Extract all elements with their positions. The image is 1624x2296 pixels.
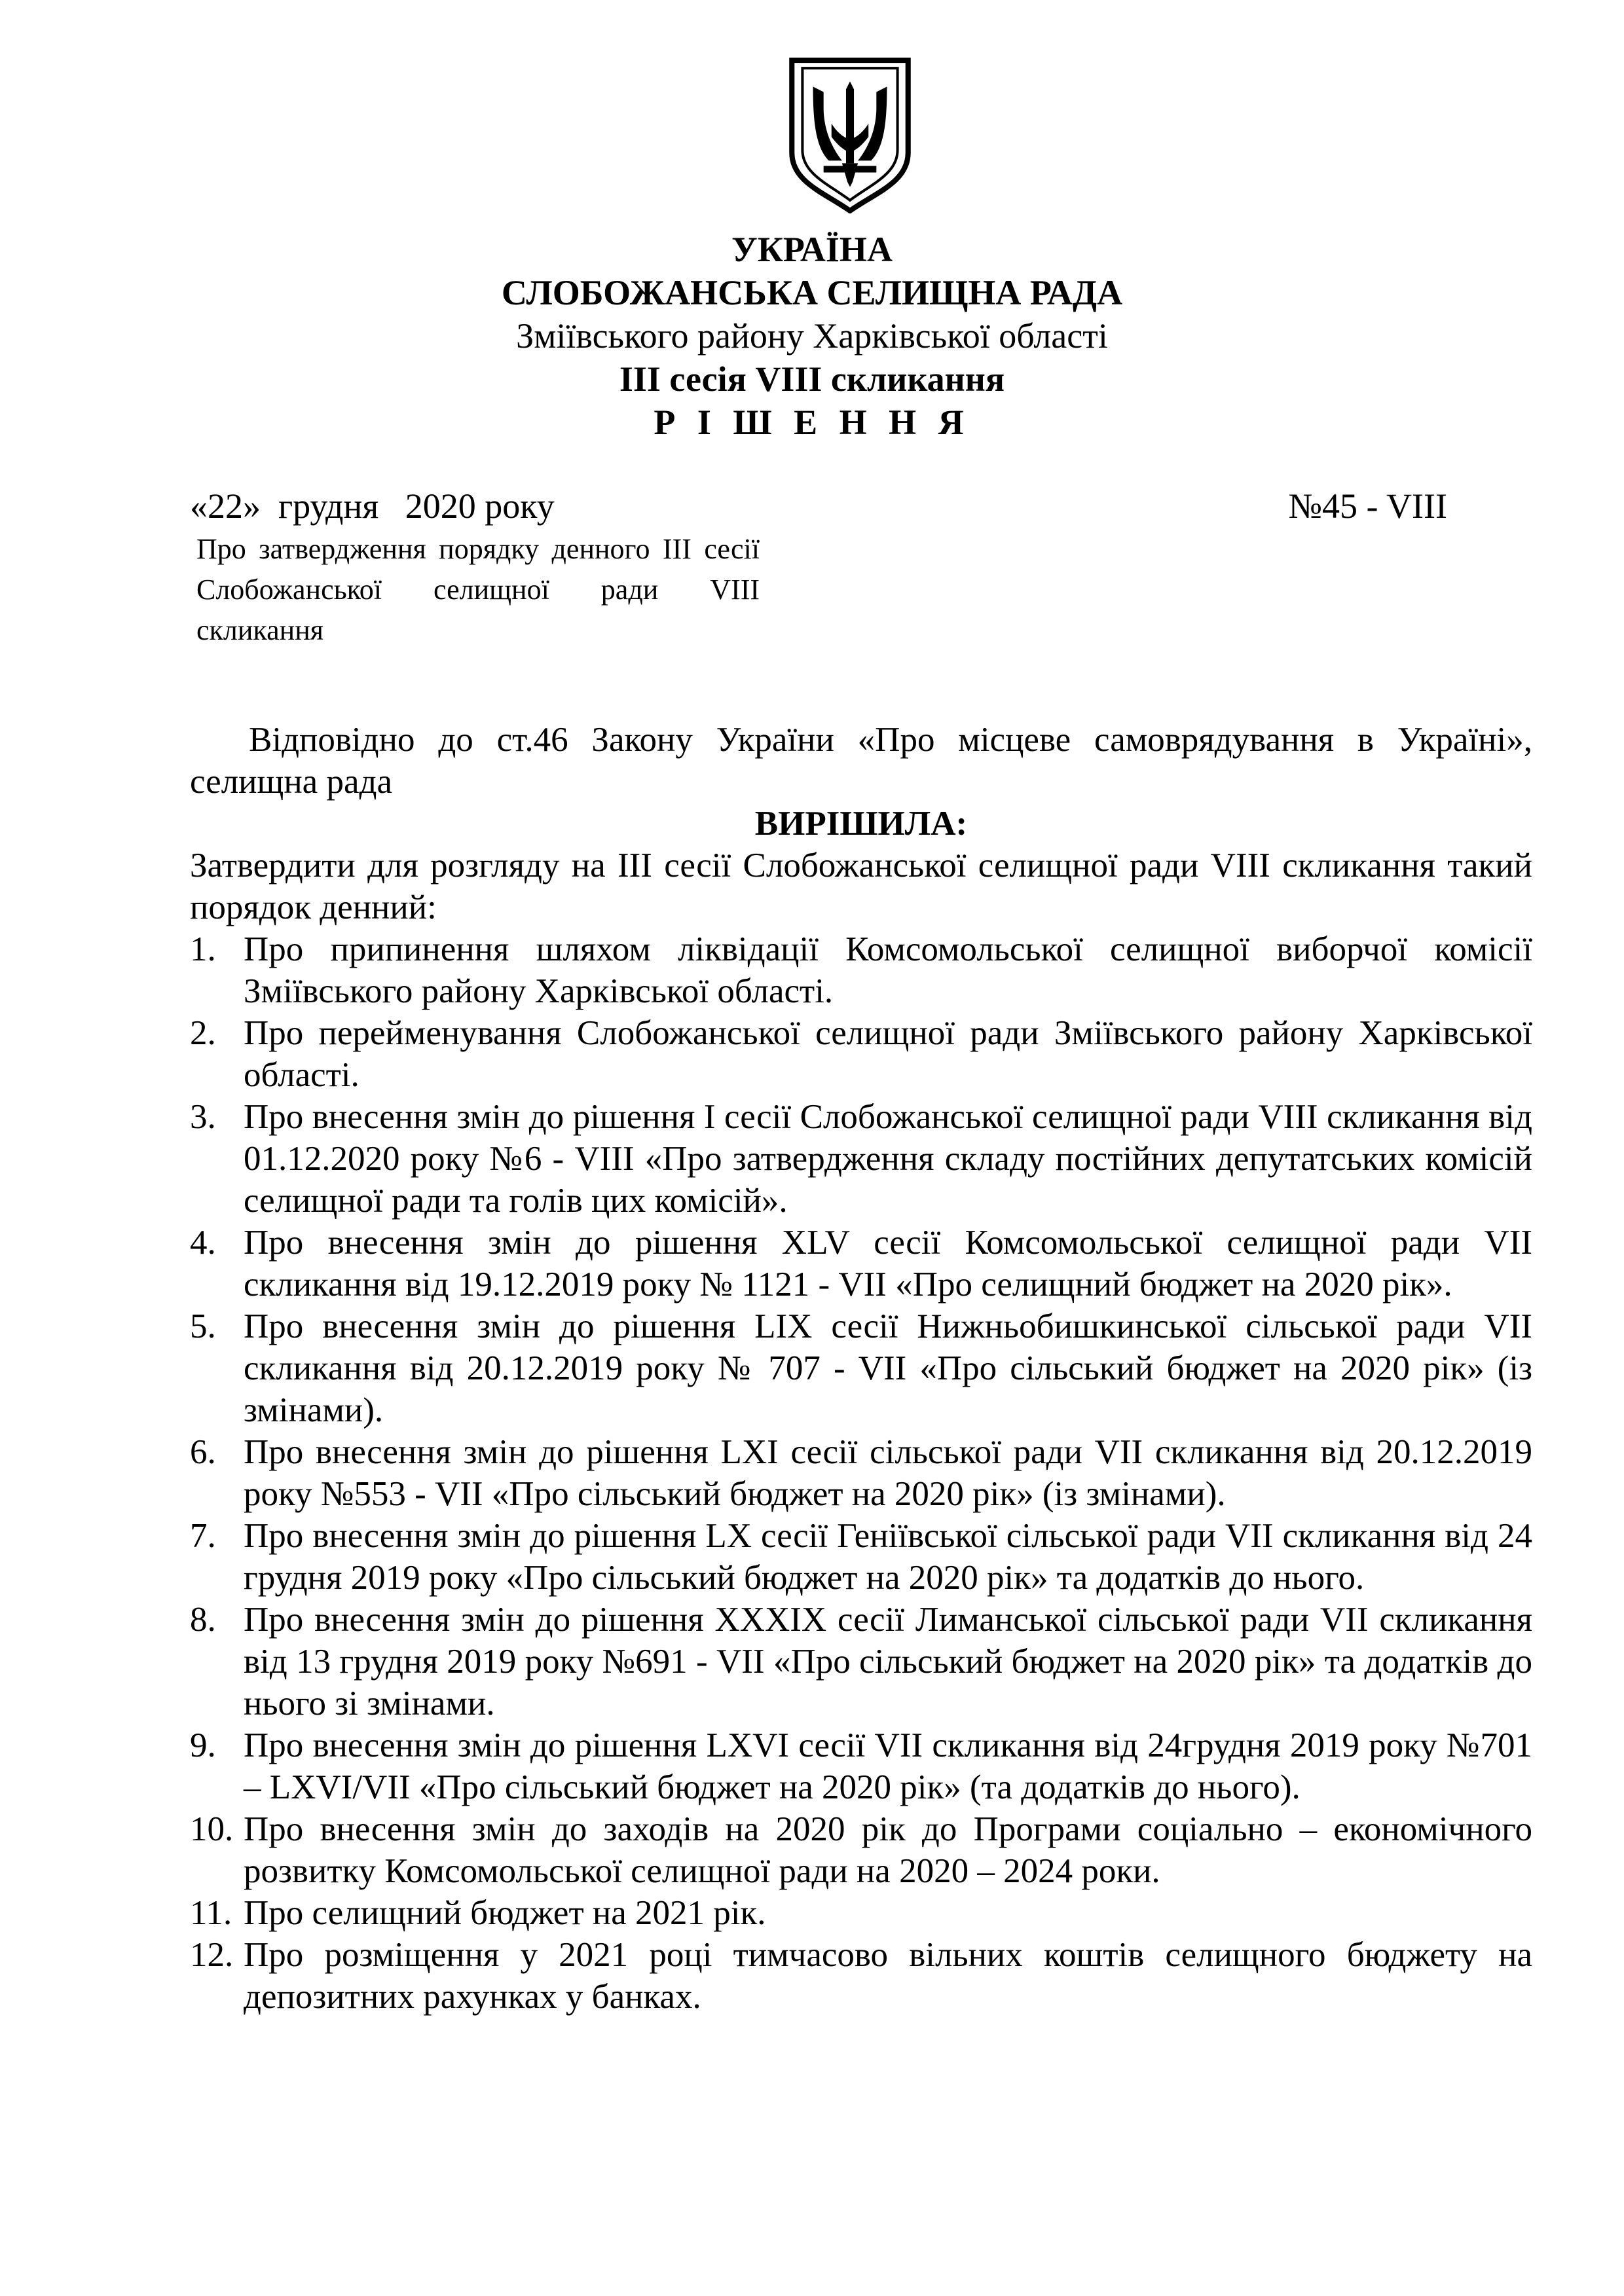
agenda-item-text: Про внесення змін до рішення LIX сесії Нижньобишкинської сільської ради VII скликання від 20.12.2019 року № 707 - VII «Про сільський бюджет на 2020 рік» (із змінами).	[244, 1307, 1532, 1429]
agenda-item-text: Про внесення змін до рішення LXVI сесії VII скликання від 24грудня 2019 року №701 – LXVI/VII «Про сільський бюджет на 2020 рік» (та додатків до нього).	[244, 1726, 1532, 1806]
agenda-item-number: 3.	[190, 1098, 216, 1136]
document-body	[190, 719, 1532, 2018]
agenda-item-number: 6.	[190, 1433, 216, 1471]
agenda-list	[190, 928, 1532, 2018]
country-title: УКРАЇНА	[731, 230, 893, 269]
agenda-item-text: Про внесення змін до рішення LX сесії Геніївської сільської ради VII скликання від 24 грудня 2019 року «Про сільський бюджет на 2020 рік» та додатків до нього.	[244, 1517, 1532, 1597]
agenda-item	[190, 1892, 1532, 1934]
resolved-heading: ВИРІШИЛА:	[754, 805, 968, 843]
agenda-item	[190, 928, 1532, 1012]
agenda-item-text: Про перейменування Слобожанської селищної ради Зміївського району Харківської області.	[244, 1014, 1532, 1094]
agenda-item-number: 8.	[190, 1601, 216, 1639]
district-subtitle: Зміївського району Харківської області	[516, 316, 1108, 355]
agenda-item-text: Про внесення змін до рішення LXI сесії сільської ради VII скликання від 20.12.2019 року №553 - VII «Про сільський бюджет на 2020 рік» (із змінами).	[244, 1433, 1532, 1513]
agenda-item	[190, 1934, 1532, 2018]
agenda-item	[190, 1515, 1532, 1599]
agenda-item-text: Про внесення змін до рішення XXXIX сесії Лиманської сільської ради VII скликання від 13 грудня 2019 року №691 - VII «Про сільський бюджет на 2020 рік» та додатків до нього зі змінами.	[244, 1601, 1532, 1722]
tryzub-coat-of-arms-icon	[783, 55, 917, 213]
agenda-item-text: Про припинення шляхом ліквідації Комсомольської селищної виборчої комісії Зміївського району Харківської області.	[244, 930, 1532, 1010]
agenda-item-number: 11.	[190, 1894, 232, 1932]
decision-number: №45 - VIII	[1288, 486, 1447, 526]
agenda-item	[190, 1724, 1532, 1808]
agenda-item-text: Про розміщення у 2021 році тимчасово вільних коштів селищного бюджету на депозитних рахунках у банках.	[244, 1936, 1532, 2016]
agenda-item	[190, 1808, 1532, 1892]
council-title: СЛОБОЖАНСЬКА СЕЛИЩНА РАДА	[501, 273, 1123, 312]
agenda-item-text: Про внесення змін до рішення XLV сесії Комсомольської селищної ради VII скликання від 19.12.2019 року № 1121 - VII «Про селищний бюджет на 2020 рік».	[244, 1224, 1532, 1303]
session-title: III сесія VIII скликання	[619, 359, 1005, 399]
agenda-item-number: 10.	[190, 1810, 234, 1848]
intro-paragraph: Відповідно до ст.46 Закону України «Про місцеве самоврядування в Україні», селищна рада	[190, 721, 1532, 801]
decision-date: «22» грудня 2020 року	[190, 486, 555, 526]
agenda-item-number: 9.	[190, 1726, 216, 1764]
agenda-item-text: Про внесення змін до рішення I сесії Слобожанської селищної ради VIII скликання від 01.12.2020 року №6 - VIII «Про затвердження складу постійних депутатських комісій селищної ради та голів цих комісій».	[244, 1098, 1532, 1220]
agenda-item-text: Про внесення змін до заходів на 2020 рік до Програми соціально – економічного розвитку Комсомольської селищної ради на 2020 – 2024 роки.	[244, 1810, 1532, 1890]
approve-paragraph: Затвердити для розгляду на III сесії Слобожанської селищної ради VIII скликання такий порядок денний:	[190, 847, 1532, 926]
document-type-title: Р І Ш Е Н Н Я	[654, 403, 970, 442]
agenda-item	[190, 1599, 1532, 1724]
agenda-item	[190, 1222, 1532, 1305]
agenda-item-number: 4.	[190, 1224, 216, 1262]
agenda-item-number: 1.	[190, 930, 216, 968]
agenda-item	[190, 1305, 1532, 1431]
agenda-item-text: Про селищний бюджет на 2021 рік.	[244, 1894, 766, 1932]
agenda-item-number: 7.	[190, 1517, 216, 1555]
decision-subject: Про затвердження порядку денного III сесії Слобожанської селищної ради VIII скликання	[196, 533, 760, 646]
agenda-item	[190, 1012, 1532, 1096]
agenda-item-number: 2.	[190, 1014, 216, 1052]
agenda-item-number: 12.	[190, 1936, 234, 1974]
agenda-item	[190, 1431, 1532, 1515]
document-header	[0, 228, 1624, 444]
agenda-item-number: 5.	[190, 1307, 216, 1345]
agenda-item	[190, 1096, 1532, 1222]
